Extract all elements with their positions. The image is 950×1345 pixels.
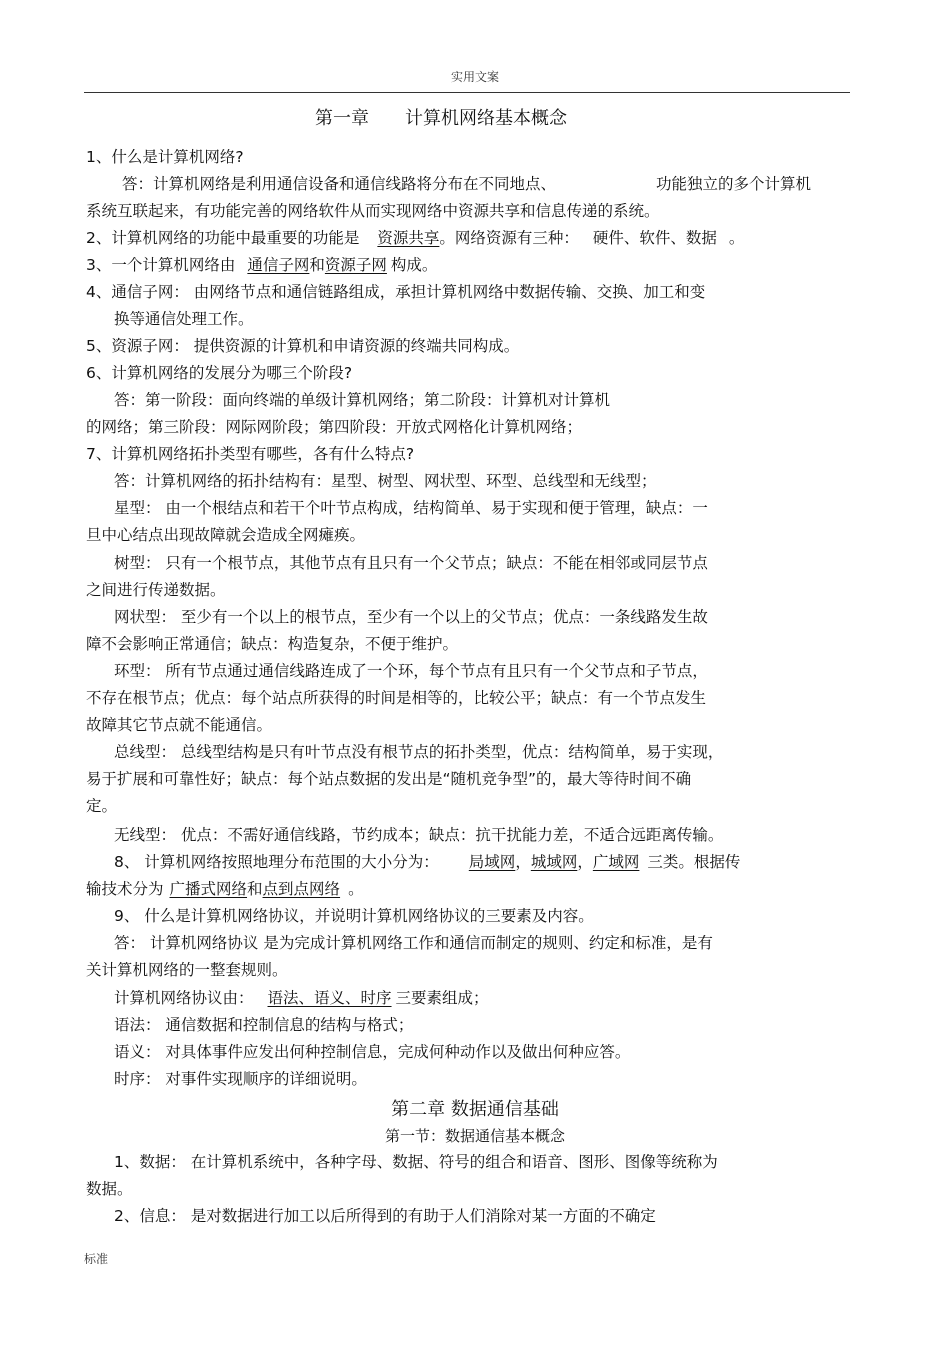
q9-comp-text: 计算机网络协议由： [114, 989, 254, 1007]
q8-sep1: ， [515, 853, 531, 871]
q8-l2-text: 输技术分为 [86, 880, 164, 898]
header-rule [84, 92, 850, 93]
q1-question: 1、什么是计算机网络? [86, 148, 244, 166]
q7-bus-line2: 易于扩展和可靠性好；缺点：每个站点数据的发出是“随机竞争型”的，最大等待时间不确 [86, 770, 692, 788]
q2-answer: 资源共享 [377, 229, 440, 247]
q8-line2 [86, 879, 364, 899]
q7-mesh-line2: 障不会影响正常通信；缺点：构造复杂，不便于维护。 [86, 635, 459, 653]
q6-answer-line2: 的网络；第三阶段：网际网阶段；第四阶段：开放式网格化计算机网络； [86, 418, 583, 436]
page-footer: 标准 [84, 1252, 109, 1266]
q3-answer1: 通信子网 [247, 256, 310, 274]
q8-man: 城域网 [530, 853, 578, 871]
q9-answer-line2: 关计算机网络的一整套规则。 [86, 961, 288, 979]
q7-answer: 答：计算机网络的拓扑结构有：星型、树型、网状型、环型、总线型和无线型； [114, 472, 657, 490]
q8-sep2: ， [577, 853, 593, 871]
chapter2-title: 第二章 数据通信基础 [391, 1099, 559, 1120]
q8-p2p: 点到点网络 [262, 880, 341, 898]
q7-question: 7、计算机网络拓扑类型有哪些，各有什么特点? [86, 445, 415, 463]
q2-mid: 。网络资源有三种： [439, 229, 579, 247]
c2-data-line2: 数据。 [86, 1180, 133, 1198]
q3-text: 3、一个计算机网络由 [86, 256, 236, 274]
q8-broadcast: 广播式网络 [169, 880, 248, 898]
q6-question: 6、计算机网络的发展分为哪三个阶段? [86, 364, 353, 382]
q2-resources: 硬件、软件、数据 [592, 229, 717, 247]
q3-end: 构成。 [390, 256, 438, 274]
q8-and: 和 [247, 880, 263, 898]
chapter1-number: 第一章 [315, 108, 369, 129]
page-header: 实用文案 [450, 70, 499, 84]
chapter2-section: 第一节：数据通信基本概念 [384, 1127, 565, 1145]
q2-end: 。 [728, 229, 745, 247]
chapter1-title [315, 104, 567, 130]
q8-line1 [114, 852, 740, 872]
q8-wan: 广域网 [592, 853, 640, 871]
q8-text: 8、 计算机网络按照地理分布范围的大小分为： [114, 853, 439, 871]
q9-comp-end: 三要素组成； [395, 989, 489, 1007]
q6-answer-line1: 答：第一阶段：面向终端的单级计算机网络；第二阶段：计算机对计算机 [114, 391, 611, 409]
q7-ring-line1: 环型： 所有节点通过通信线路连成了一个环，每个节点有且只有一个父节点和子节点， [114, 662, 708, 680]
q7-bus-line1: 总线型： 总线型结构是只有叶节点没有根节点的拓扑类型，优点：结构简单，易于实现， [114, 743, 724, 761]
q1-answer-line1b: 功能独立的多个计算机 [656, 175, 812, 193]
q9-question: 9、 什么是计算机网络协议，并说明计算机网络协议的三要素及内容。 [114, 907, 594, 925]
q7-ring-line3: 故障其它节点就不能通信。 [86, 716, 273, 734]
q7-bus-line3: 定。 [86, 797, 118, 815]
q8-end: 。 [348, 880, 364, 898]
q7-tree-line2: 之间进行传递数据。 [86, 581, 226, 599]
q9-elements: 语法、语义、时序 [267, 989, 392, 1007]
q1-answer-line1a: 答：计算机网络是利用通信设备和通信线路将分布在不同地点、 [122, 175, 557, 193]
q4-line2: 换等通信处理工作。 [114, 310, 254, 328]
q9-syntax: 语法： 通信数据和控制信息的结构与格式； [114, 1016, 414, 1034]
q7-mesh-line1: 网状型： 至少有一个以上的根节点，至少有一个以上的父节点；优点：一条线路发生故 [114, 608, 708, 626]
q7-tree-line1: 树型： 只有一个根节点，其他节点有且只有一个父节点；缺点：不能在相邻或同层节点 [114, 554, 708, 572]
q2-line [86, 228, 744, 248]
q9-answer-line1: 答： 计算机网络协议 是为完成计算机网络工作和通信而制定的规则、约定和标准，是有 [114, 934, 713, 952]
q7-wireless-line: 无线型： 优点：不需好通信线路，节约成本；缺点：抗干扰能力差，不适合远距离传输。 [114, 826, 724, 844]
q9-composition [114, 988, 489, 1008]
c2-info-line1: 2、信息： 是对数据进行加工以后所得到的有助于人们消除对某一方面的不确定 [114, 1207, 656, 1225]
q3-answer2: 资源子网 [324, 256, 387, 274]
q3-line [86, 255, 437, 275]
q3-and: 和 [309, 256, 325, 274]
c2-data-line1: 1、数据： 在计算机系统中，各种字母、数据、符号的组合和语音、图形、图像等统称为 [114, 1153, 718, 1171]
q7-star-line2: 旦中心结点出现故障就会造成全网瘫痪。 [86, 526, 366, 544]
q2-text: 2、计算机网络的功能中最重要的功能是 [86, 229, 360, 247]
q7-star-line1: 星型： 由一个根结点和若干个叶节点构成，结构简单、易于实现和便于管理，缺点：一 [114, 499, 708, 517]
q8-lan: 局域网 [468, 853, 516, 871]
q9-semantic: 语义： 对具体事件应发出何种控制信息，完成何种动作以及做出何种应答。 [114, 1043, 631, 1061]
q9-timing: 时序： 对事件实现顺序的详细说明。 [114, 1070, 367, 1088]
q4-line1: 4、通信子网： 由网络节点和通信链路组成，承担计算机网络中数据传输、交换、加工和变 [86, 283, 706, 301]
chapter1-name: 计算机网络基本概念 [405, 108, 567, 129]
q1-answer-line2: 系统互联起来，有功能完善的网络软件从而实现网络中资源共享和信息传递的系统。 [86, 202, 660, 220]
q7-ring-line2: 不存在根节点；优点：每个站点所获得的时间是相等的，比较公平；缺点：有一个节点发生 [86, 689, 707, 707]
q5-line: 5、资源子网： 提供资源的计算机和申请资源的终端共同构成。 [86, 337, 520, 355]
q8-post: 三类。根据传 [647, 853, 741, 871]
